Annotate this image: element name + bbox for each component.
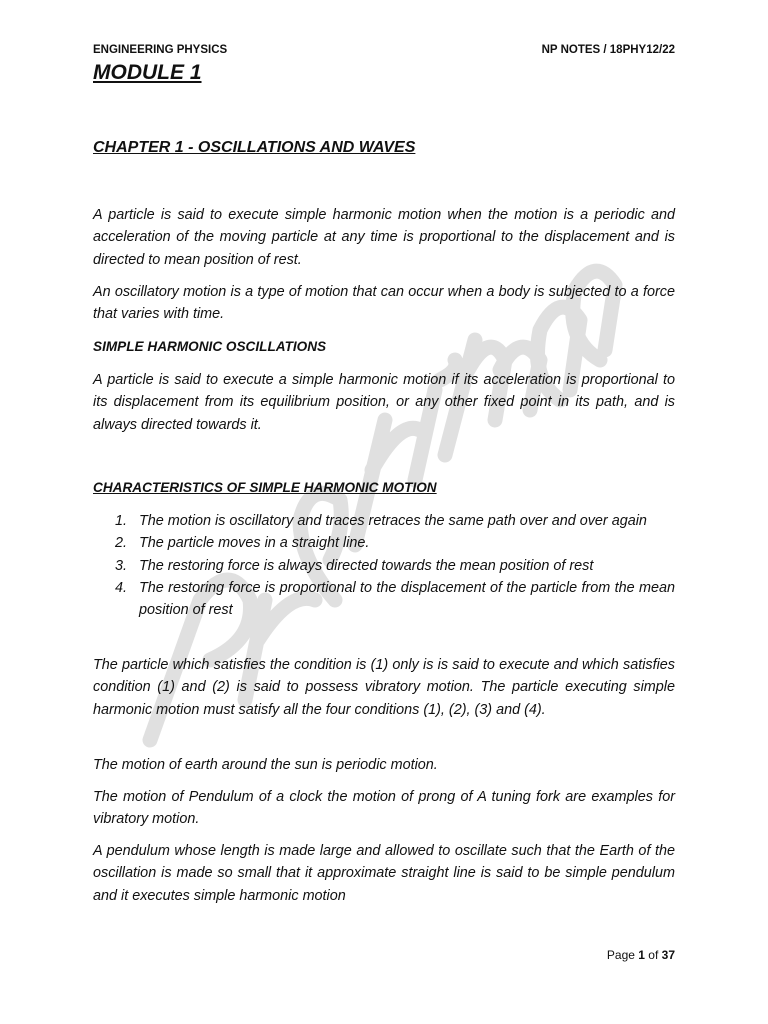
paragraph-simple-pendulum: A pendulum whose length is made large and allowed to oscillate such that the Earth of the oscillation is made so small that it approximate straight line is said to be simple pendulum and it executes simple harmonic motion xyxy=(93,843,675,904)
list-item-number: 4. xyxy=(115,579,128,596)
header-left: ENGINEERING PHYSICS xyxy=(93,44,228,56)
list-item-number: 3. xyxy=(115,557,128,574)
list-item xyxy=(93,555,675,577)
paragraph-oscillatory-motion: An oscillatory motion is a type of motion that can occur when a body is subjected to a force that varies with time. xyxy=(93,284,675,323)
paragraph-conditions: The particle which satisfies the condition is (1) only is is said to execute and which satisfies condition (1) and (2) is said to possess vibratory motion. The particle executing simple harmonic motion must satisfy all the four conditions (1), (2), (3) and (4). xyxy=(93,657,675,718)
total-pages: 37 xyxy=(661,948,675,962)
page-label: Page xyxy=(606,948,639,962)
list-item xyxy=(93,532,675,554)
paragraph-earth-periodic: The motion of earth around the sun is periodic motion. xyxy=(93,757,438,773)
paragraph-shm-definition: A particle is said to execute simple harmonic motion when the motion is a periodic and acceleration of the moving particle at any time is proportional to the displacement and is directed to mean position of rest. xyxy=(93,207,675,268)
list-item xyxy=(93,577,675,622)
characteristics-list xyxy=(93,510,675,621)
list-item-text: The motion is oscillatory and traces retraces the same path over and over again xyxy=(139,513,647,529)
heading-simple-harmonic-oscillations: SIMPLE HARMONIC OSCILLATIONS xyxy=(93,339,327,354)
list-item-text: The restoring force is proportional to the displacement of the particle from the mean position of rest xyxy=(139,579,675,619)
list-item-number: 1. xyxy=(115,513,128,529)
list-item-number: 2. xyxy=(115,535,128,552)
page-number xyxy=(607,948,675,962)
current-page: 1 xyxy=(638,948,645,962)
chapter-title: CHAPTER 1 - OSCILLATIONS AND WAVES xyxy=(93,139,416,156)
header-right: NP NOTES / 18PHY12/22 xyxy=(541,44,675,56)
list-item xyxy=(93,510,675,532)
paragraph-vibratory-examples: The motion of Pendulum of a clock the motion of prong of A tuning fork are examples for vibratory motion. xyxy=(93,789,675,828)
heading-characteristics: CHARACTERISTICS OF SIMPLE HARMONIC MOTION xyxy=(93,480,437,495)
list-item-text: The particle moves in a straight line. xyxy=(139,535,370,552)
page-of-label: of xyxy=(644,948,662,962)
module-title: MODULE 1 xyxy=(93,61,202,84)
list-item-text: The restoring force is always directed towards the mean position of rest xyxy=(139,557,594,574)
paragraph-sho-definition: A particle is said to execute a simple harmonic motion if its acceleration is proportional to its displacement from its equilibrium position, or any other fixed point in its path, and is always directed towards it. xyxy=(93,372,675,433)
